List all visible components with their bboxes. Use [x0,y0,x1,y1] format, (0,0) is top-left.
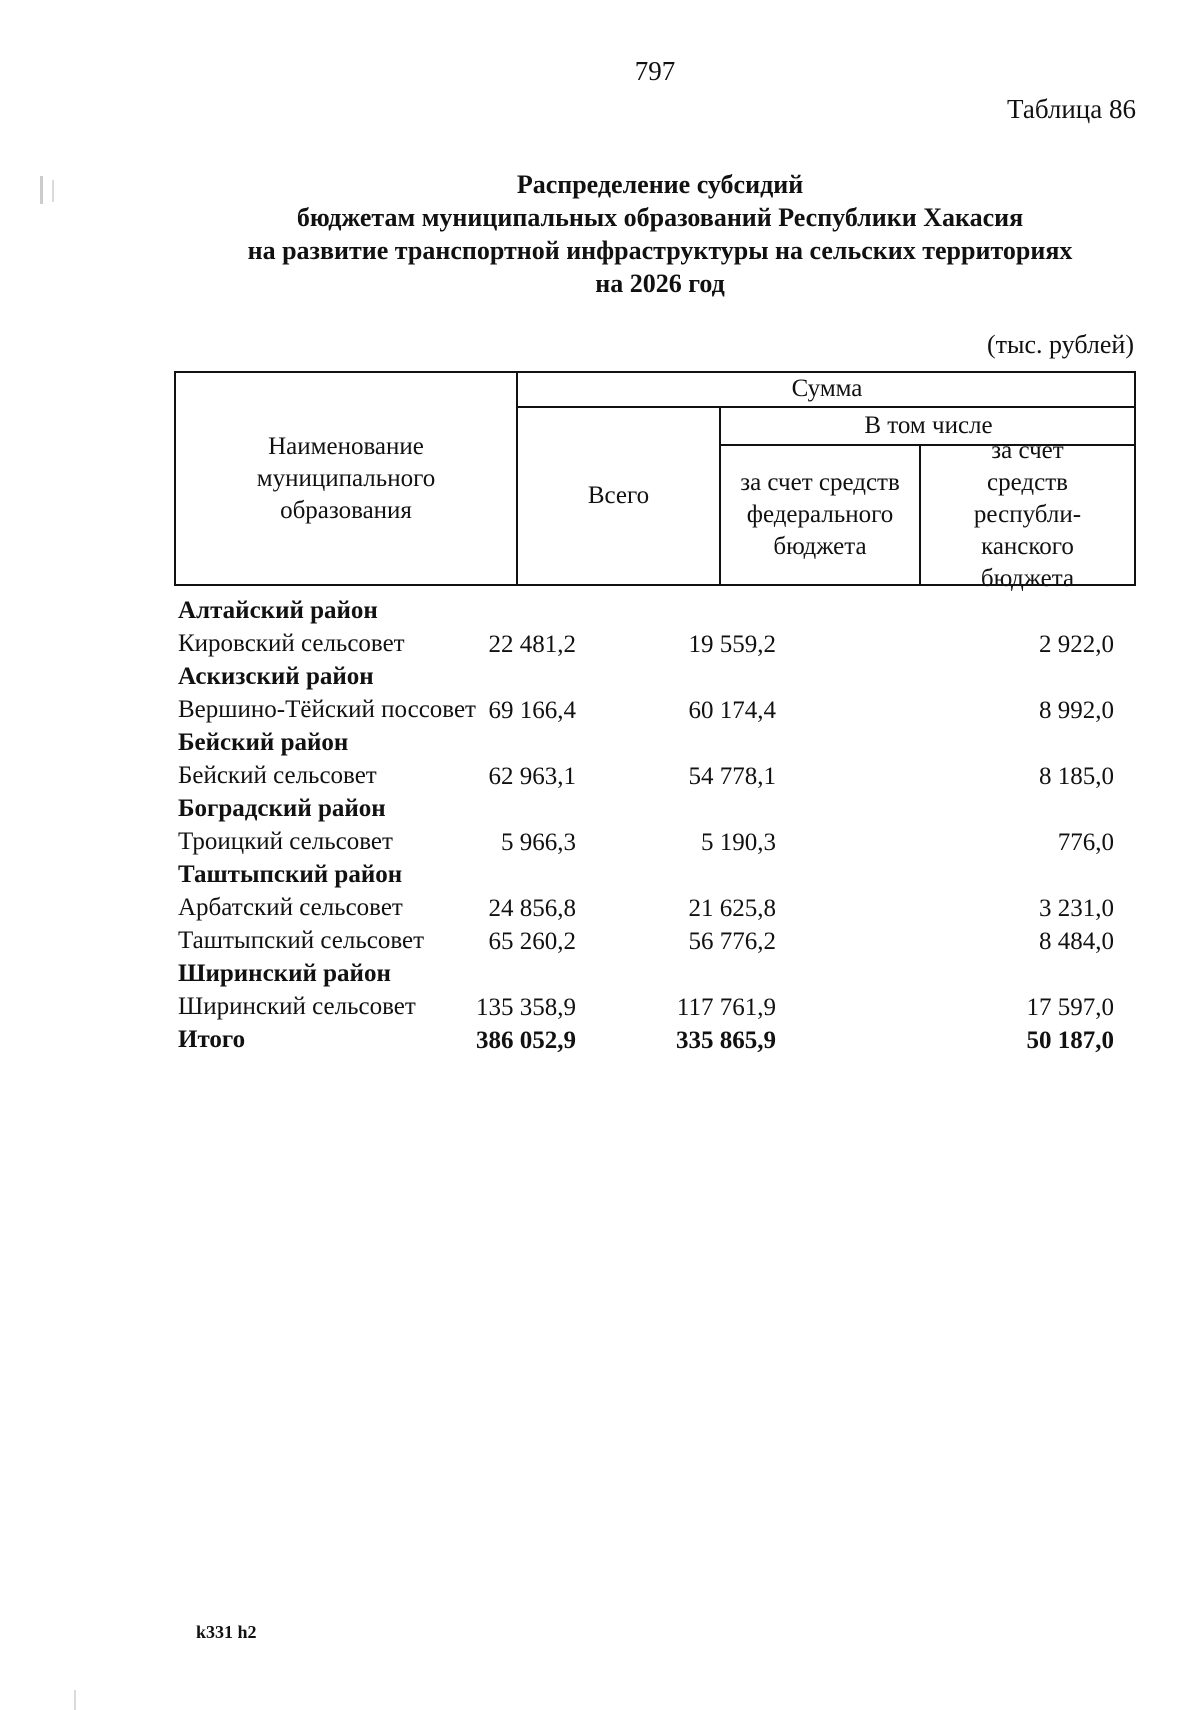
republic-value: 2 922,0 [1039,631,1114,658]
table-row [176,889,1138,922]
district-name: Боградский район [178,795,386,822]
district-name: Ширинский район [178,960,391,987]
table-row [176,691,1138,724]
table-label: Таблица 86 [1007,94,1136,124]
header-including: В том числе [864,411,993,439]
total-value: 5 966,3 [501,829,576,856]
municipality-name: Вершино-Тёйский поссовет [178,696,476,723]
page-number: 797 [634,56,676,86]
total-value: 24 856,8 [488,895,576,922]
table-row [176,658,1138,691]
federal-value: 60 174,4 [688,697,776,724]
municipality-name: Арбатский сельсовет [178,894,403,921]
republic-value: 8 992,0 [1039,697,1114,724]
title-line-1: Распределение субсидий [516,170,804,199]
title-line-3: на развитие транспортной инфраструктуры на сельских территориях [247,236,1073,265]
table-row [176,988,1138,1021]
republic-value: 8 484,0 [1039,928,1114,955]
table-body [176,592,1138,1054]
total-value: 22 481,2 [488,631,576,658]
district-name: Бейский район [178,729,349,756]
federal-value: 117 761,9 [676,994,776,1021]
republic-value: 17 597,0 [1026,994,1114,1021]
republic-value: 776,0 [1057,829,1114,856]
municipality-name: Кировский сельсовет [178,630,405,657]
federal-value: 335 865,9 [676,1027,776,1054]
republic-value: 8 185,0 [1039,763,1114,790]
table-row [176,922,1138,955]
municipality-name: Бейский сельсовет [178,762,377,789]
municipality-name: Таштыпский сельсовет [178,927,424,954]
header-name-column: Наименование муниципального образования [256,432,436,524]
total-value: 62 963,1 [488,763,576,790]
table-row [176,592,1138,625]
federal-value: 54 778,1 [688,763,776,790]
title-line-2: бюджетам муниципальных образований Республики Хакасия [296,203,1024,232]
total-label: Итого [178,1026,246,1053]
scan-artifact [74,1690,76,1710]
municipality-name: Троицкий сельсовет [178,828,393,855]
footer-code: k331 h2 [196,1622,257,1642]
table-row [176,790,1138,823]
table-row [176,724,1138,757]
federal-value: 5 190,3 [701,829,776,856]
scan-artifact [52,180,54,202]
table-row [176,625,1138,658]
municipality-name: Ширинский сельсовет [178,993,416,1020]
header-federal: за счет средств федерального бюджета [740,469,900,560]
district-name: Аскизский район [178,663,374,690]
table-row [176,955,1138,988]
table-row [176,856,1138,889]
total-value: 135 358,9 [476,994,576,1021]
federal-value: 19 559,2 [688,631,776,658]
table-row [176,823,1138,856]
title-line-4: на 2026 год [595,269,725,298]
total-value: 65 260,2 [488,928,576,955]
district-name: Алтайский район [178,597,378,624]
republic-value: 3 231,0 [1039,895,1114,922]
federal-value: 21 625,8 [688,895,776,922]
total-value: 386 052,9 [476,1027,576,1054]
district-name: Таштыпский район [178,861,403,888]
scan-artifact [40,176,43,204]
header-republic: за счет средств республи-канского бюджета [973,437,1082,592]
table-row [176,757,1138,790]
units-label: (тыс. рублей) [986,330,1134,359]
table-row-total [176,1021,1138,1054]
header-sum: Сумма [791,374,863,402]
document-title [180,168,1140,300]
republic-value: 50 187,0 [1026,1027,1114,1054]
header-total: Всего [587,482,650,509]
federal-value: 56 776,2 [688,928,776,955]
total-value: 69 166,4 [488,697,576,724]
